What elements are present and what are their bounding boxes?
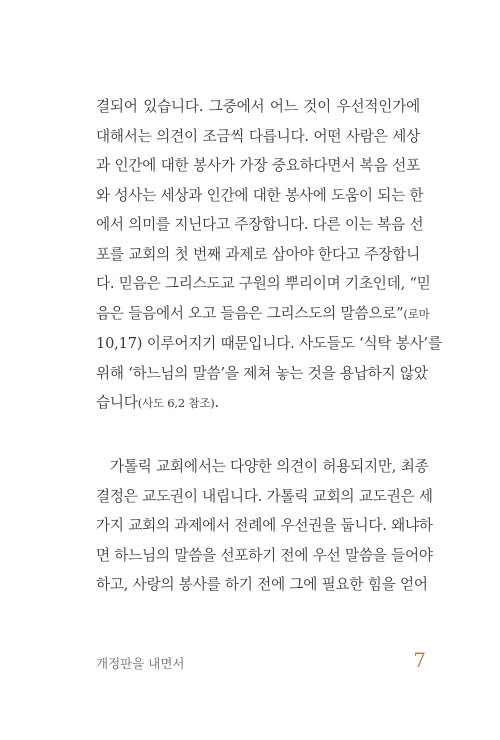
text-line: 10,17) 이루어지기 때문입니다. 사도들도 ‘식탁 봉사’를 bbox=[96, 335, 442, 352]
text-fragment: 음은 들음에서 오고 들음은 그리스도의 말씀으로” bbox=[96, 304, 404, 322]
running-title: 개정판을 내면서 bbox=[96, 656, 185, 671]
text-line-last bbox=[96, 388, 420, 419]
paragraph-1 bbox=[96, 92, 442, 419]
text-line: 결정은 교도권이 내립니다. 가톨릭 교회의 교도권은 세 bbox=[96, 487, 433, 505]
text-line: 가지 교회의 과제에서 전례에 우선권을 둡니다. 왜냐하 bbox=[96, 517, 433, 534]
text-line: 결되어 있습니다. 그중에서 어느 것이 우선적인가에 bbox=[96, 98, 420, 115]
text-line: 하고, 사랑의 봉사를 하기 전에 그에 필요한 힘을 얻어 bbox=[96, 576, 428, 593]
page-number: 7 bbox=[413, 648, 426, 672]
text-line-with-reference bbox=[96, 299, 430, 330]
text-line: 와 성사는 세상과 인간에 대한 봉사에 도움이 되는 한 bbox=[96, 186, 424, 204]
paragraph-2 bbox=[96, 452, 433, 600]
text-line: 포를 교회의 첫 번째 과제로 삼아야 한다고 주장합니 bbox=[96, 245, 420, 263]
text-line: 위해 ‘하느님의 말씀’을 제쳐 놓는 것을 용납하지 않았 bbox=[96, 364, 428, 382]
page-footer bbox=[96, 650, 426, 672]
text-line-indented: 가톨릭 교회에서는 다양한 의견이 허용되지만, 최종 bbox=[110, 458, 429, 475]
text-line: 대해서는 의견이 조금씩 다릅니다. 어떤 사람은 세상 bbox=[96, 127, 420, 145]
text-line: 과 인간에 대한 봉사가 가장 중요하다면서 복음 선포 bbox=[96, 157, 420, 174]
bible-reference-romans: (로마 bbox=[403, 306, 430, 321]
text-line: 면 하느님의 말씀을 선포하기 전에 우선 말씀을 들어야 bbox=[96, 546, 433, 564]
text-line: 에서 의미를 지닌다고 주장합니다. 다른 이는 복음 선 bbox=[96, 216, 424, 233]
bible-reference-acts: (사도 6,2 참조) bbox=[137, 396, 215, 410]
text-line: 다. 믿음은 그리스도교 구원의 뿌리이며 기초인데, “믿 bbox=[96, 275, 431, 292]
sentence-period: . bbox=[214, 394, 219, 411]
text-fragment: 습니다 bbox=[96, 394, 138, 411]
